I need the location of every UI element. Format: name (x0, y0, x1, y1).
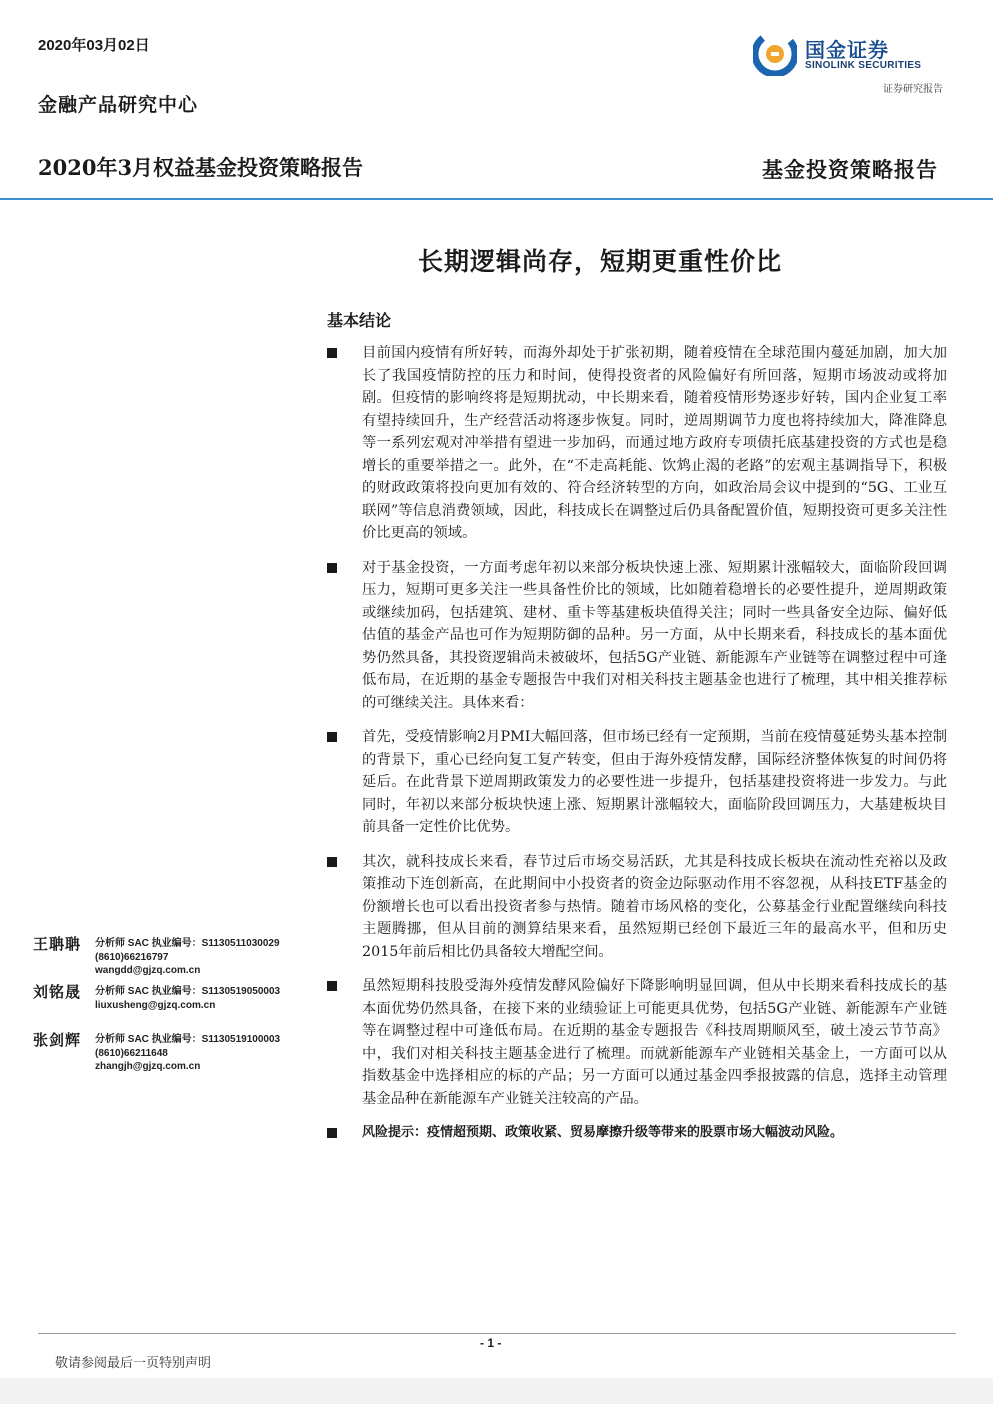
conclusion-list (327, 342, 947, 1157)
page-number: - 1 - (480, 1336, 502, 1350)
company-logo (753, 32, 943, 78)
analyst-card (33, 1029, 323, 1077)
section-title: 基本结论 (327, 311, 392, 330)
bullet-square-icon (327, 732, 337, 742)
bullet-square-icon (327, 857, 337, 867)
bullet-square-icon (327, 348, 337, 358)
list-item (327, 851, 947, 964)
bullet-square-icon (327, 563, 337, 573)
footer-divider (38, 1333, 956, 1334)
logo-name-cn: 国金证券 (805, 38, 889, 62)
analyst-email[interactable]: wangdd@gjzq.com.cn (95, 965, 201, 976)
analyst-email[interactable]: zhangjh@gjzq.com.cn (95, 1061, 201, 1072)
analyst-list (33, 933, 323, 1077)
list-item (327, 342, 947, 545)
report-category-label: 证券研究报告 (883, 84, 943, 95)
analyst-phone: (8610)66211648 (95, 1047, 168, 1059)
bullet-text: 首先，受疫情影响2月PMI大幅回落，但市场已经有一定预期，当前在疫情蔓延势头基本控制的背景下，重心已经向复工复产转变，但由于海外疫情发酵，国际经济整体恢复的时间仍将延后。在此背景下逆周期政策发力的必要性进一步提升，包括基建投资将进一步发力。与此同时，年初以来部分板块快速上涨、短期累计涨幅较大，面临阶段回调压力，大基建板块目前具备一定性价比优势。 (362, 729, 947, 835)
sinolink-logo-icon (753, 32, 797, 76)
analyst-role: 分析师 SAC 执业编号：S1130511030029 (95, 938, 280, 949)
analyst-email[interactable]: liuxusheng@gjzq.com.cn (95, 999, 216, 1011)
bullet-text: 虽然短期科技股受海外疫情发酵风险偏好下降影响明显回调，但从中长期来看科技成长的基本面优势仍然具备，在接下来的业绩验证上可能更具优势，包括5G产业链、新能源车产业链等在调整过程中可逢低布局。在近期的基金专题报告《科技周期顺风至，破土凌云节节高》中，我们对相关科技主题基金进行了梳理。而就新能源车产业链相关基金上，一方面可以从指数基金中选择相应的标的产品；另一方面可以通过基金四季报披露的信息，选择主动管理基金品种在新能源车产业链关注较高的产品。 (362, 978, 947, 1107)
report-date: 2020年03月02日 (38, 37, 150, 54)
bullet-square-icon (327, 1128, 337, 1138)
analyst-role: 分析师 SAC 执业编号：S1130519050003 (95, 986, 281, 997)
analyst-role: 分析师 SAC 执业编号：S1130519100003 (95, 1034, 281, 1045)
analyst-phone: (8610)66216797 (95, 951, 169, 963)
analyst-card (33, 933, 323, 981)
list-item (327, 726, 947, 839)
risk-text: 风险提示：疫情超预期、政策收紧、贸易摩擦升级等带来的股票市场大幅波动风险。 (362, 1125, 844, 1140)
analyst-details (95, 937, 280, 978)
analyst-name: 刘铭晟 (33, 983, 82, 1001)
analyst-name: 张剑辉 (33, 1031, 82, 1049)
analyst-card (33, 981, 323, 1029)
analyst-details (95, 985, 280, 1012)
bottom-band (0, 1378, 993, 1404)
bullet-text: 其次，就科技成长来看，春节过后市场交易活跃，尤其是科技成长板块在流动性充裕以及政策推动下连创新高，在此期间中小投资者的资金边际驱动作用不容忽视，从科技ETF基金的份额增长也可以看出投资者参与热情。随着市场风格的变化，公募基金行业配置继续向科技主题腾挪，但从目前的测算结果来看，虽然短期已经创下最近三年的最高水平，但和历史2015年前后相比仍具备较大增配空间。 (362, 853, 947, 960)
department-name: 金融产品研究中心 (38, 94, 199, 116)
risk-note (327, 1122, 947, 1145)
list-item (327, 975, 947, 1110)
analyst-name: 王聃聃 (33, 935, 82, 953)
report-title: 2020年3月权益基金投资策略报告 (38, 155, 364, 180)
report-type: 基金投资策略报告 (762, 157, 938, 182)
header-divider (0, 198, 993, 200)
disclaimer-text: 敬请参阅最后一页特别声明 (55, 1356, 212, 1371)
logo-name-en: SINOLINK SECURITIES (805, 60, 922, 71)
bullet-text: 目前国内疫情有所好转，而海外却处于扩张初期，随着疫情在全球范围内蔓延加剧，加大加长了我国疫情防控的压力和时间，使得投资者的风险偏好有所回落，短期市场波动或将加剧。但疫情的影响终将是短期扰动，中长期来看，随着疫情形势逐步好转，国内企业复工率有望持续回升，生产经营活动将逐步恢复。同时，逆周期调节力度也将持续加大，降准降息等一系列宏观对冲举措有望进一步加码，而通过地方政府专项债托底基建投资的方式也是稳增长的重要举措之一。此外，在“不走高耗能、饮鸩止渴的老路”的宏观主基调指导下，积极的财政政策将投向更加有效的、符合经济转型的方向，如政治局会议中提到的“5G、工业互联网”等信息消费领域，因此，科技成长在调整过后仍具备配置价值，短期投资可更多关注性价比更高的领域。 (362, 345, 947, 541)
headline: 长期逻辑尚存，短期更重性价比 (418, 247, 783, 276)
analyst-details (95, 1033, 280, 1074)
list-item (327, 557, 947, 715)
bullet-text: 对于基金投资，一方面考虑年初以来部分板块快速上涨、短期累计涨幅较大，面临阶段回调压力，短期可更多关注一些具备性价比的领域，比如随着稳增长的必要性提升，逆周期政策或继续加码，包括建筑、建材、重卡等基建板块值得关注；同时一些具备安全边际、偏好低估值的基金产品也可作为短期防御的品种。另一方面，从中长期来看，科技成长的基本面优势仍然具备，其投资逻辑尚未被破坏，包括5G产业链、新能源车产业链等在调整过程中可逢低布局，在近期的基金专题报告中我们对相关科技主题基金也进行了梳理，其中相关推荐标的可继续关注。具体来看： (362, 559, 947, 711)
bullet-square-icon (327, 981, 337, 991)
